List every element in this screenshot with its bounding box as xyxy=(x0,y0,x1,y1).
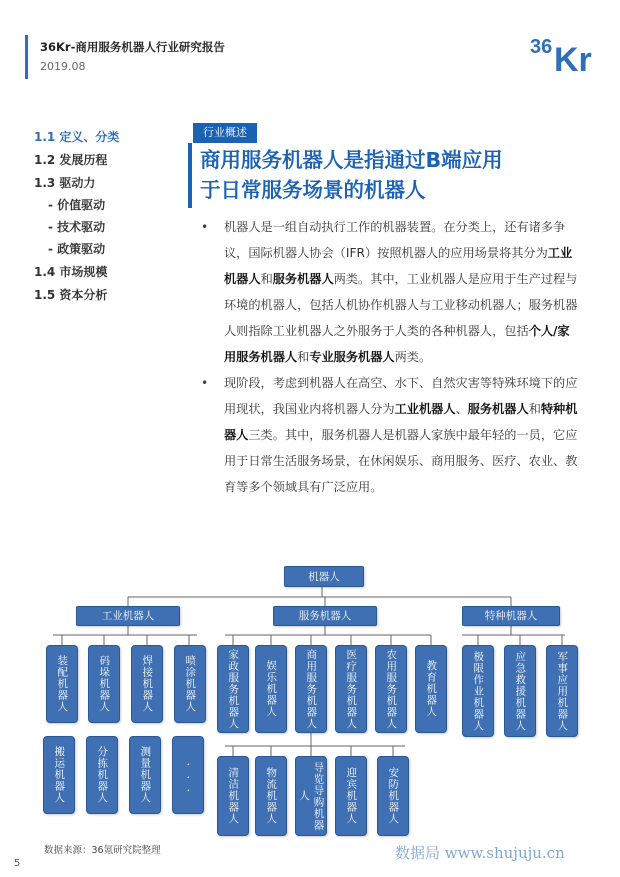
bullet-paragraph-1: • 机器人是一组自动执行工作的机器装置。在分类上，还有诸多争议，国际机器人协会（IFR）按照机器人的应用场景将其分为工业机器人和服务机器人两类。其中，工业机器人是应用于生产过程与环境的机器人，包括人机协作机器人与工业移动机器人；服务机器人则指除工业机器人之外服务于人类的各种机器人，包括个人/家用服务机器人和专业服务机器人两类。 xyxy=(198,214,578,370)
header-accent-bar xyxy=(25,35,28,79)
node-robot-root: 机器人 xyxy=(284,566,364,587)
body-text xyxy=(198,214,578,500)
node-security-robot: 安防机器人 xyxy=(377,756,409,836)
title-accent-bar xyxy=(188,143,192,208)
page-title-line-2: 于日常服务场景的机器人 xyxy=(200,178,426,202)
node-extreme-work-robot: 极限作业机器人 xyxy=(462,645,494,737)
node-education-robot: 教育机器人 xyxy=(415,645,447,733)
node-special-robot: 特种机器人 xyxy=(462,606,560,626)
logo-text-kr: Kr xyxy=(554,41,592,75)
node-service-robot: 服务机器人 xyxy=(273,606,377,626)
node-logistics-robot: 物流机器人 xyxy=(255,756,287,836)
node-guide-shopping-robot: 导览导购机器人 xyxy=(295,756,327,836)
report-date: 2019.08 xyxy=(40,60,86,73)
node-entertainment-robot: 娱乐机器人 xyxy=(255,645,287,733)
node-measuring-robot: 测量机器人 xyxy=(129,736,161,814)
toc-item-policy-driver[interactable]: - 政策驱动 xyxy=(48,242,106,256)
node-commercial-service-robot: 商用服务机器人 xyxy=(295,645,327,733)
node-handling-robot: 搬运机器人 xyxy=(43,736,75,814)
toc-item-definition[interactable]: 1.1 定义、分类 xyxy=(34,130,120,144)
node-welding-robot: 焊接机器人 xyxy=(131,645,163,723)
toc-item-capital[interactable]: 1.5 资本分析 xyxy=(34,288,108,302)
node-more-industrial: ... xyxy=(172,736,204,814)
node-household-service-robot: 家政服务机器人 xyxy=(217,645,249,733)
bullet-paragraph-2: • 现阶段，考虑到机器人在高空、水下、自然灾害等特殊环境下的应用现状，我国业内将机器人分为工业机器人、服务机器人和特种机器人三类。其中，服务机器人是机器人家族中最年轻的一员，它应用于日常生活服务场景，在休闲娱乐、商用服务、医疗、农业、教育等多个领域具有广泛应用。 xyxy=(198,370,578,500)
node-spraying-robot: 喷涂机器人 xyxy=(174,645,206,723)
toc-item-market-size[interactable]: 1.4 市场规模 xyxy=(34,265,108,279)
node-agricultural-service-robot: 农用服务机器人 xyxy=(375,645,407,733)
watermark: 数据局 www.shujuju.cn xyxy=(395,844,565,862)
node-assembly-robot: 装配机器人 xyxy=(46,645,78,723)
node-military-robot: 军事应用机器人 xyxy=(546,645,578,737)
node-industrial-robot: 工业机器人 xyxy=(76,606,180,626)
page-number: 5 xyxy=(14,858,21,869)
node-palletizing-robot: 码垛机器人 xyxy=(88,645,120,723)
node-medical-service-robot: 医疗服务机器人 xyxy=(335,645,367,733)
section-tag: 行业概述 xyxy=(193,123,257,143)
node-cleaning-robot: 清洁机器人 xyxy=(217,756,249,836)
page-title-line-1: 商用服务机器人是指通过B端应用 xyxy=(200,148,503,172)
toc-item-tech-driver[interactable]: - 技术驱动 xyxy=(48,220,106,234)
toc-item-value-driver[interactable]: - 价值驱动 xyxy=(48,198,106,212)
data-source: 数据来源：36氪研究院整理 xyxy=(44,845,161,856)
toc-item-history[interactable]: 1.2 发展历程 xyxy=(34,153,108,167)
toc-item-drivers[interactable]: 1.3 驱动力 xyxy=(34,176,96,190)
node-sorting-robot: 分拣机器人 xyxy=(86,736,118,814)
report-title: 36Kr-商用服务机器人行业研究报告 xyxy=(40,40,225,54)
node-emergency-rescue-robot: 应急救援机器人 xyxy=(504,645,536,737)
node-reception-robot: 迎宾机器人 xyxy=(335,756,367,836)
logo-text-36: 36 xyxy=(530,36,553,58)
page-title xyxy=(200,145,600,205)
36kr-logo xyxy=(528,27,600,75)
